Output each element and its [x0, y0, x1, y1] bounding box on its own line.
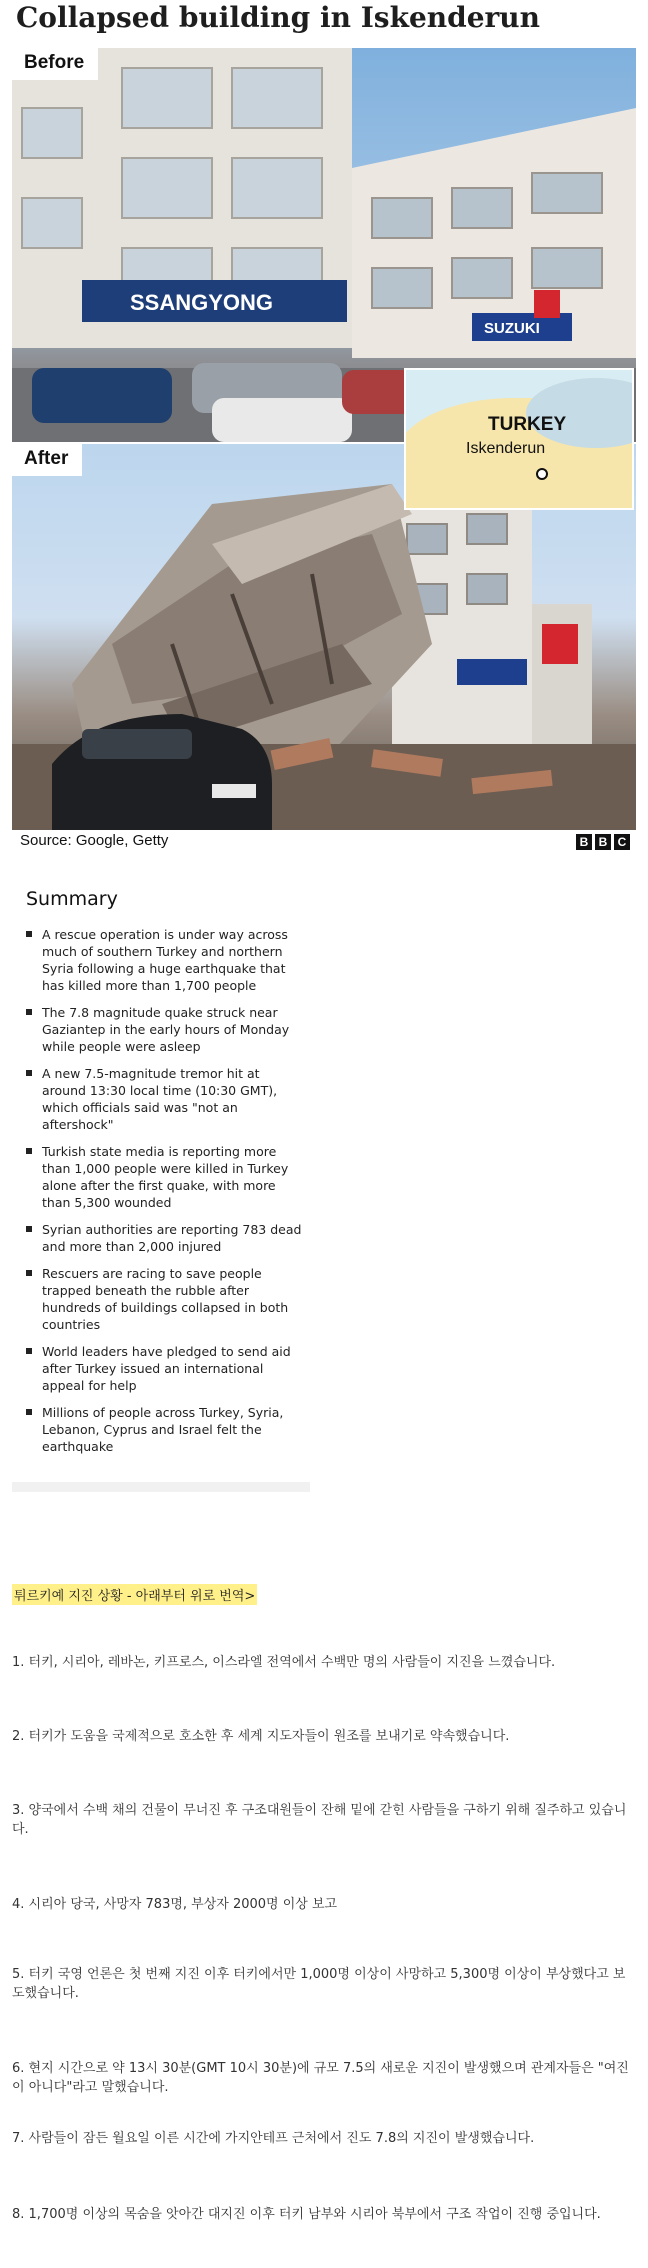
- translation-line: 4. 시리아 당국, 사망자 783명, 부상자 2000명 이상 보고: [12, 1897, 338, 1912]
- summary-item: Rescuers are racing to save people trapped beneath the rubble after hundreds of buildings collapsed in both countries: [26, 1265, 306, 1333]
- bbc-logo: [576, 834, 630, 850]
- bbc-logo-block: C: [614, 834, 630, 850]
- sign-brand1: SSANGYONG: [130, 290, 274, 315]
- translation-line: 7. 사람들이 잠든 월요일 이른 시간에 가지안테프 근처에서 진도 7.8의 지진이 발생했습니다.: [12, 2131, 535, 2146]
- translation-line: 5. 터키 국영 언론은 첫 번째 지진 이후 터키에서만 1,000명 이상이 사망하고 5,300명 이상이 부상했다고 보도했습니다.: [12, 1967, 626, 2001]
- summary-item: The 7.8 magnitude quake struck near Gaziantep in the early hours of Monday while people were asleep: [26, 1004, 306, 1055]
- after-label: After: [12, 444, 82, 476]
- bbc-logo-block: B: [576, 834, 592, 850]
- summary-list: [26, 926, 306, 1465]
- before-label: Before: [12, 48, 98, 80]
- summary-item: Syrian authorities are reporting 783 dead and more than 2,000 injured: [26, 1221, 306, 1255]
- summary-item: A rescue operation is under way across much of southern Turkey and northern Syria following a huge earthquake that has killed more than 1,700 people: [26, 926, 306, 994]
- translation-line: 6. 현지 시간으로 약 13시 30분(GMT 10시 30분)에 규모 7.5의 새로운 지진이 발생했으며 관계자들은 "여진이 아니다"라고 말했습니다.: [12, 2061, 629, 2095]
- article-headline: Collapsed building in Iskenderun: [16, 1, 541, 34]
- bbc-logo-block: B: [595, 834, 611, 850]
- translation-heading: 튀르키예 지진 상황 - 아래부터 위로 번역>: [12, 1584, 257, 1605]
- translation-line: 2. 터키가 도움을 국제적으로 호소한 후 세계 지도자들이 원조를 보내기로 약속했습니다.: [12, 1729, 510, 1744]
- summary-item: A new 7.5-magnitude tremor hit at around 13:30 local time (10:30 GMT), which officials said was "not an aftershock": [26, 1065, 306, 1133]
- summary-item: Turkish state media is reporting more than 1,000 people were killed in Turkey alone after the first quake, with more than 5,300 wounded: [26, 1143, 306, 1211]
- summary-item: Millions of people across Turkey, Syria, Lebanon, Cyprus and Israel felt the earthquake: [26, 1404, 306, 1455]
- map-city-label: Iskenderun: [466, 440, 546, 457]
- map-country-label: TURKEY: [488, 414, 567, 435]
- translation-line: 3. 양국에서 수백 채의 건물이 무너진 후 구조대원들이 잔해 밑에 갇힌 사람들을 구하기 위해 질주하고 있습니다.: [12, 1803, 627, 1837]
- translation-line: 8. 1,700명 이상의 목숨을 앗아간 대지진 이후 터키 남부와 시리아 북부에서 구조 작업이 진행 중입니다.: [12, 2207, 601, 2222]
- image-source-credit: Source: Google, Getty: [20, 832, 169, 849]
- location-inset-map: [404, 368, 634, 510]
- summary-title: Summary: [26, 888, 118, 910]
- summary-item: World leaders have pledged to send aid after Turkey issued an international appeal for help: [26, 1343, 306, 1394]
- sign-brand2: SUZUKI: [484, 320, 540, 337]
- translation-line: 1. 터키, 시리아, 레바논, 키프로스, 이스라엘 전역에서 수백만 명의 사람들이 지진을 느꼈습니다.: [12, 1655, 556, 1670]
- summary-box: [12, 870, 310, 1492]
- map-location-marker-icon: [536, 468, 548, 480]
